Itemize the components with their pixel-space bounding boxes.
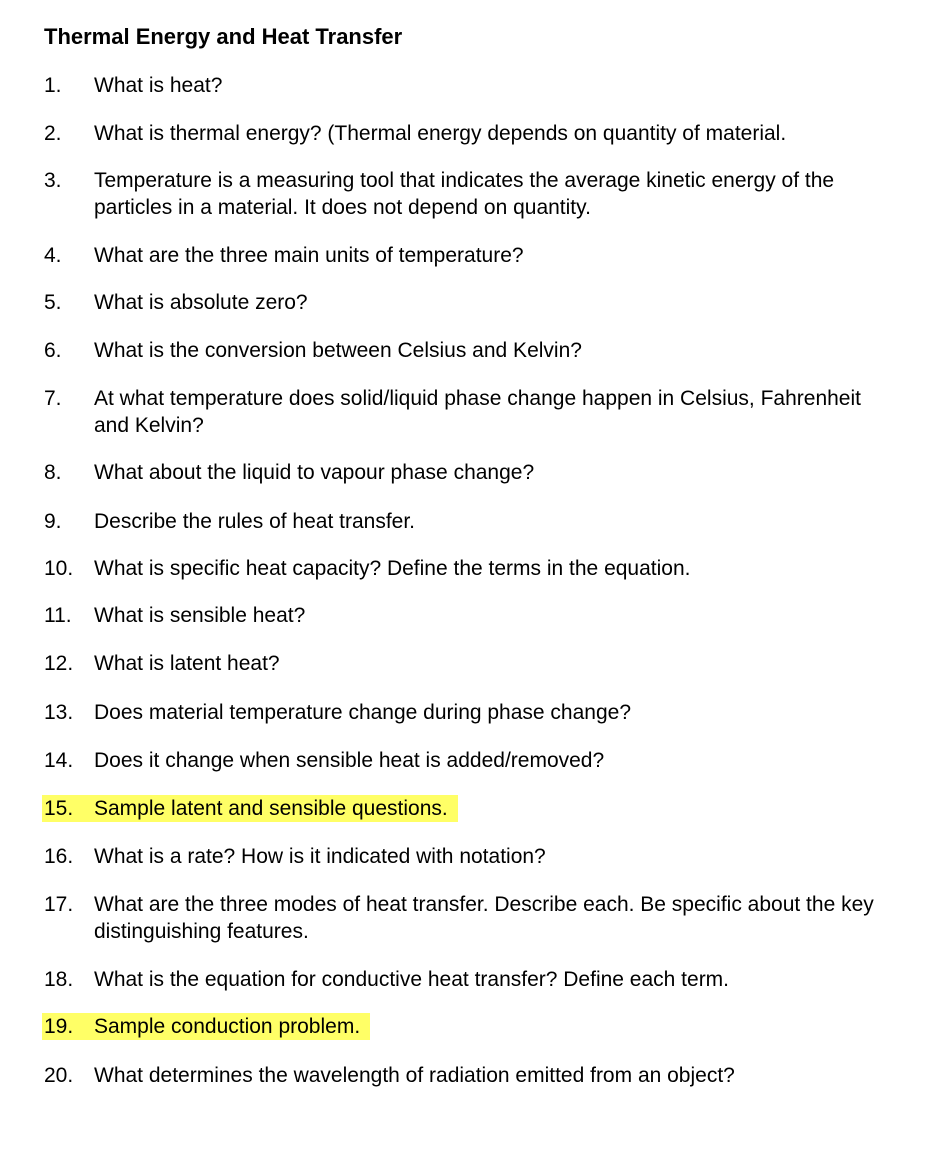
question-text: What determines the wavelength of radiation emitted from an object? — [94, 1064, 735, 1087]
question-number: 12. — [44, 652, 74, 675]
question-text: What is sensible heat? — [94, 604, 306, 627]
question-text: What is latent heat? — [94, 652, 280, 675]
question-text: Does material temperature change during phase change? — [94, 701, 632, 724]
question-number: 7. — [44, 387, 62, 410]
question-text: What is the equation for conductive heat transfer? Define each term. — [94, 968, 730, 991]
question-text: What is the conversion between Celsius and Kelvin? — [94, 339, 582, 362]
document-title: Thermal Energy and Heat Transfer — [44, 24, 403, 49]
question-number: 10. — [44, 557, 74, 580]
question-text: What is heat? — [94, 74, 223, 97]
question-text: Describe the rules of heat transfer. — [94, 510, 415, 533]
question-number: 19. — [44, 1015, 74, 1038]
question-number: 6. — [44, 339, 62, 362]
question-number: 20. — [44, 1064, 74, 1087]
question-text: Sample conduction problem. — [94, 1015, 361, 1038]
question-number: 11. — [44, 604, 72, 627]
question-text: Sample latent and sensible questions. — [94, 797, 448, 820]
question-number: 14. — [44, 749, 74, 772]
question-text: What is thermal energy? (Thermal energy depends on quantity of material. — [94, 122, 787, 145]
question-text: What are the three modes of heat transfer. Describe each. Be specific about the key distinguishing features. — [94, 893, 874, 943]
question-number: 5. — [44, 291, 62, 314]
question-number: 15. — [44, 797, 74, 820]
question-number: 13. — [44, 701, 74, 724]
question-number: 18. — [44, 968, 74, 991]
question-text: At what temperature does solid/liquid phase change happen in Celsius, Fahrenheit and Kelvin? — [94, 387, 861, 437]
question-number: 2. — [44, 122, 62, 145]
question-text: What is a rate? How is it indicated with notation? — [94, 845, 546, 868]
question-number: 1. — [44, 74, 62, 97]
question-number: 4. — [44, 244, 62, 267]
question-number: 3. — [44, 169, 62, 192]
question-text: What about the liquid to vapour phase change? — [94, 461, 535, 484]
question-number: 16. — [44, 845, 74, 868]
question-text: What are the three main units of temperature? — [94, 244, 524, 267]
question-number: 17. — [44, 893, 74, 916]
question-text: What is absolute zero? — [94, 291, 308, 314]
question-text: Temperature is a measuring tool that indicates the average kinetic energy of the particles in a material. It does not depend on quantity. — [94, 169, 835, 219]
question-text: What is specific heat capacity? Define the terms in the equation. — [94, 557, 691, 580]
question-text: Does it change when sensible heat is added/removed? — [94, 749, 605, 772]
question-number: 9. — [44, 510, 62, 533]
question-number: 8. — [44, 461, 62, 484]
